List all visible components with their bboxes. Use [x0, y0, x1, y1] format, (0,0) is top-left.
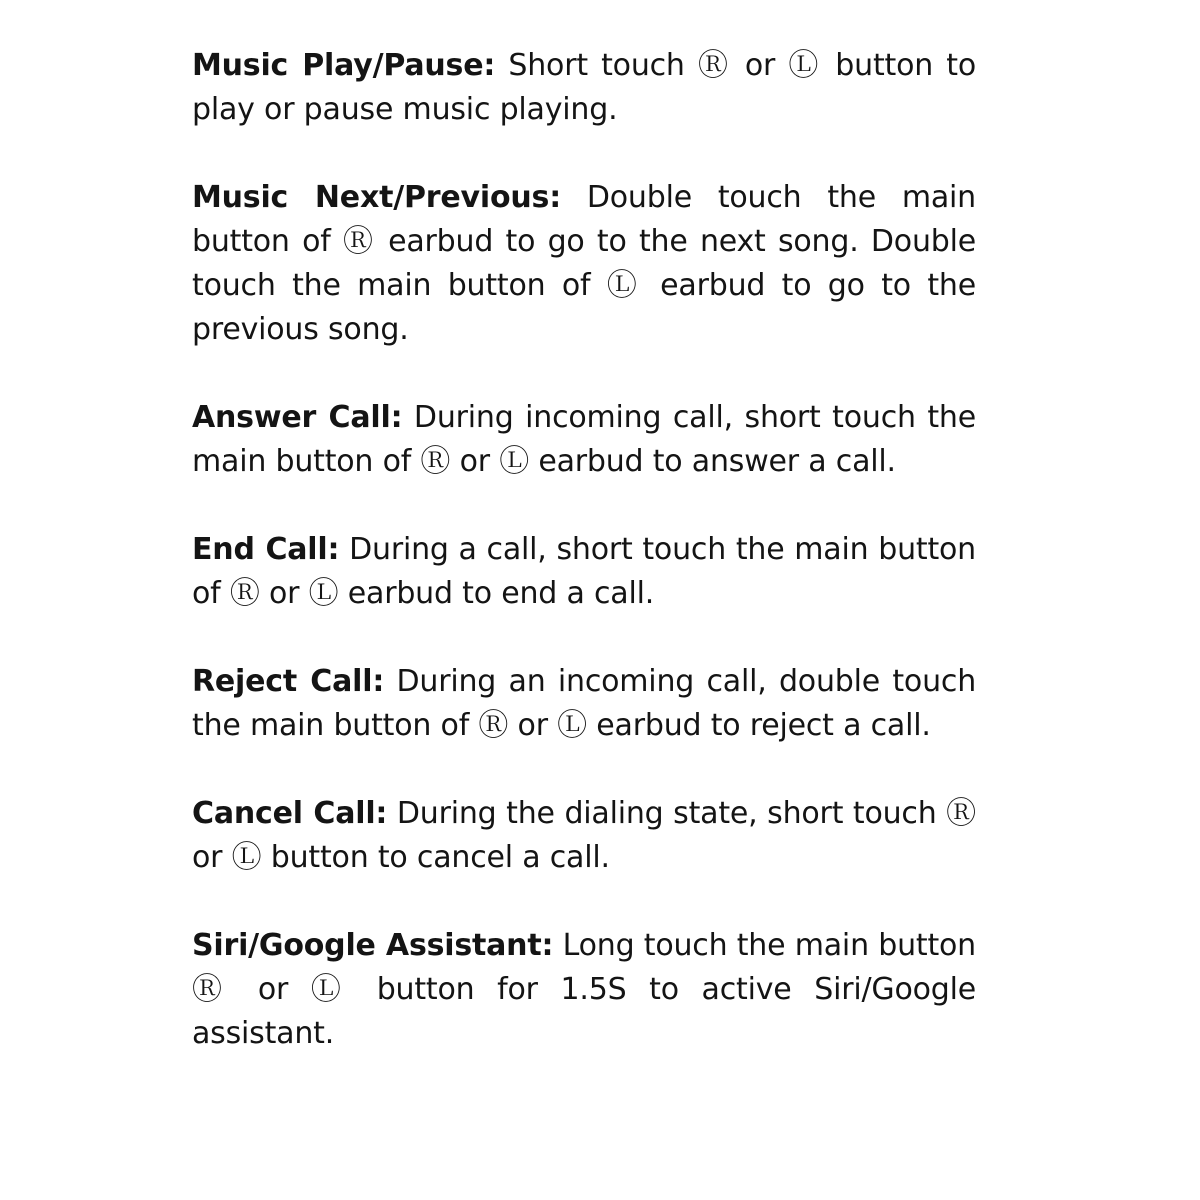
instruction-text: Short touch Ⓡ or Ⓛ button to play or pause music playing. — [192, 48, 976, 127]
instruction-text: During an incoming call, double touch the main button of Ⓡ or Ⓛ earbud to reject a call. — [192, 664, 977, 743]
instruction-term: Cancel Call: — [192, 796, 388, 831]
instruction-text: Double touch the main button of Ⓡ earbud to go to the next song. Double touch the main button of Ⓛ earbud to go to the previous song. — [192, 180, 976, 347]
instruction-reject-call — [192, 660, 976, 748]
instruction-list — [192, 44, 976, 1056]
instruction-text: During the dialing state, short touch Ⓡ or Ⓛ button to cancel a call. — [192, 796, 976, 875]
instruction-music-play-pause — [192, 44, 976, 132]
instruction-term: End Call: — [192, 532, 340, 567]
instruction-term: Music Next/Previous: — [192, 180, 561, 215]
instruction-cancel-call — [192, 792, 976, 880]
instruction-text: During a call, short touch the main button of Ⓡ or Ⓛ earbud to end a call. — [192, 532, 976, 611]
instruction-music-next-previous — [192, 176, 976, 352]
instruction-term: Music Play/Pause: — [192, 48, 496, 83]
instruction-answer-call — [192, 396, 976, 484]
instruction-text: During incoming call, short touch the main button of Ⓡ or Ⓛ earbud to answer a call. — [192, 400, 976, 479]
instruction-term: Answer Call: — [192, 400, 403, 435]
instruction-term: Reject Call: — [192, 664, 385, 699]
instruction-term: Siri/Google Assistant: — [192, 928, 554, 963]
instruction-siri-google-assistant — [192, 924, 976, 1056]
instruction-text: Long touch the main button Ⓡ or Ⓛ button for 1.5S to active Siri/Google assistant. — [192, 928, 976, 1051]
instruction-end-call — [192, 528, 976, 616]
